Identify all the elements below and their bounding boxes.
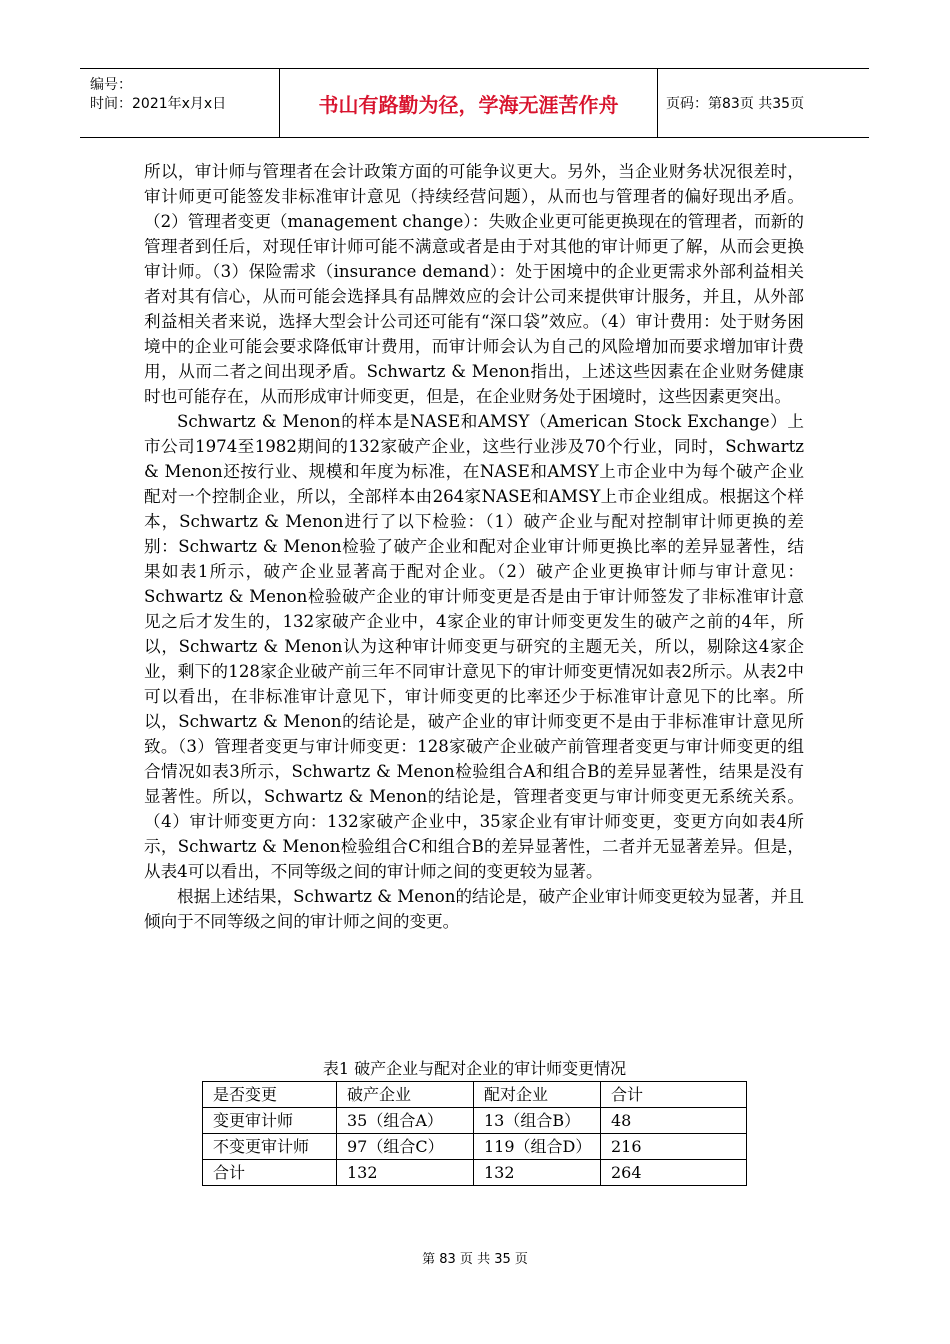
table-row [203, 1160, 747, 1186]
header-meta [80, 69, 280, 137]
table-cell: 264 [601, 1160, 747, 1186]
table-cell: 35（组合A） [337, 1108, 474, 1134]
document-body [144, 159, 804, 934]
paragraph-1: 所以，审计师与管理者在会计政策方面的可能争议更大。另外，当企业财务状况很差时，审计师更可能签发非标准审计意见（持续经营问题），从而也与管理者的偏好现出矛盾。（2）管理者变更（management change）：失败企业更可能更换现在的管理者，而新的管理者到任后，对现任审计师可能不满意或者是由于对其他的审计师更了解，从而会更换审计师。（3）保险需求（insurance demand）：处于困境中的企业更需求外部利益相关者对其有信心，从而可能会选择具有品牌效应的会计公司来提供审计服务，并且，从外部利益相关者来说，选择大型会计公司还可能有“深口袋”效应。（4）审计费用：处于财务困境中的企业可能会要求降低审计费用，而审计师会认为自己的风险增加而要求增加审计费用，从而二者之间出现矛盾。Schwartz & Menon指出，上述这些因素在企业财务健康时也可能存在，从而形成审计师变更，但是，在企业财务处于困境时，这些因素更突出。 [144, 162, 804, 406]
table-cell: 48 [601, 1108, 747, 1134]
paragraph-3: 根据上述结果，Schwartz & Menon的结论是，破产企业审计师变更较为显著，并且倾向于不同等级之间的审计师之间的变更。 [144, 887, 804, 931]
table-header-cell: 破产企业 [337, 1082, 474, 1108]
header-code-label: 编号： [90, 77, 132, 93]
table-header-cell: 配对企业 [474, 1082, 601, 1108]
header-page-label: 页码：第83页 共35页 [666, 96, 805, 112]
header-time-label: 时间：2021年x月x日 [90, 96, 227, 112]
page-footer: 第 83 页 共 35 页 [422, 1252, 528, 1267]
table-cell: 13（组合B） [474, 1108, 601, 1134]
table-cell: 合计 [203, 1160, 337, 1186]
table-cell: 不变更审计师 [203, 1134, 337, 1160]
table-header-row [203, 1082, 747, 1108]
paragraph-2: Schwartz & Menon的样本是NASE和AMSY（American Stock Exchange）上市公司1974至1982期间的132家破产企业，这些行业涉及70个行业，同时，Schwartz & Menon还按行业、规模和年度为标准，在NASE和AMSY上市企业中为每个破产企业配对一个控制企业，所以，全部样本由264家NASE和AMSY上市企业组成。根据这个样本，Schwartz & Menon进行了以下检验：（1）破产企业与配对控制审计师更换的差别：Schwartz & Menon检验了破产企业和配对企业审计师更换比率的差异显著性，结果如表1所示，破产企业显著高于配对企业。（2）破产企业更换审计师与审计意见：Schwartz & Menon检验破产企业的审计师变更是否是由于审计师签发了非标准审计意见之后才发生的，132家破产企业中，4家企业的审计师变更发生的破产之前的4年，所以，Schwartz & Menon认为这种审计师变更与研究的主题无关，所以，剔除这4家企业，剩下的128家企业破产前三年不同审计意见下的审计师变更情况如表2所示。从表2中可以看出，在非标准审计意见下，审计师变更的比率还少于标准审计意见下的比率。所以，Schwartz & Menon的结论是，破产企业的审计师变更不是由于非标准审计意见所致。（3）管理者变更与审计师变更：128家破产企业破产前管理者变更与审计师变更的组合情况如表3所示，Schwartz & Menon检验组合A和组合B的差异显著性，结果是没有显著性。所以，Schwartz & Menon的结论是，管理者变更与审计师变更无系统关系。（4）审计师变更方向：132家破产企业中，35家企业有审计师变更，变更方向如表4所示，Schwartz & Menon检验组合C和组合B的差异显著性，二者并无显著差异。但是，从表4可以看出，不同等级之间的审计师之间的变更较为显著。 [144, 412, 804, 881]
header-motto: 书山有路勤为径，学海无涯苦作舟 [280, 69, 658, 137]
table-cell: 132 [337, 1160, 474, 1186]
table-cell: 119（组合D） [474, 1134, 601, 1160]
table-header-cell: 是否变更 [203, 1082, 337, 1108]
table-1-caption: 表1 破产企业与配对企业的审计师变更情况 [322, 1059, 627, 1078]
table-1 [202, 1081, 747, 1186]
table-row [203, 1134, 747, 1160]
table-cell: 变更审计师 [203, 1108, 337, 1134]
table-header-cell: 合计 [601, 1082, 747, 1108]
table-cell: 97（组合C） [337, 1134, 474, 1160]
table-cell: 132 [474, 1160, 601, 1186]
page-header [80, 68, 869, 138]
table-row [203, 1108, 747, 1134]
table-cell: 216 [601, 1134, 747, 1160]
